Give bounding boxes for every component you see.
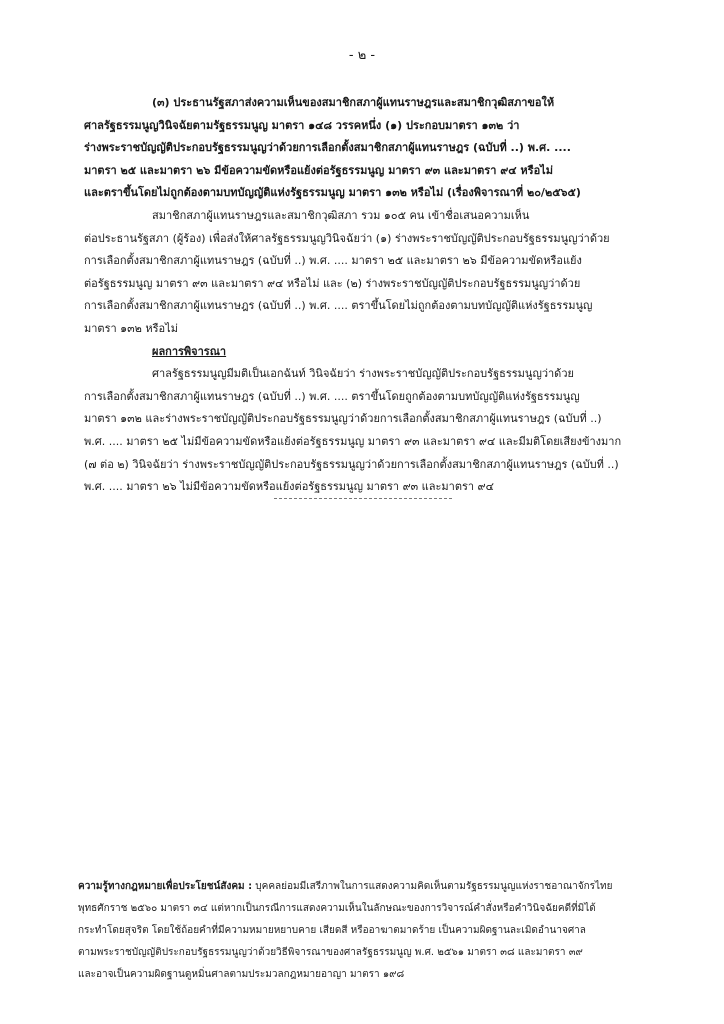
footer-first-line-text: บุคคลย่อมมีเสรีภาพในการแสดงความคิดเห็นตามรัฐธรรมนูญแห่งราชอาณาจักรไทย bbox=[255, 881, 613, 892]
dashed-separator bbox=[274, 498, 452, 499]
page-number: - ๒ - bbox=[348, 48, 376, 63]
footer-line: ตามพระราชบัญญัติประกอบรัฐธรรมนูญว่าด้วยวิธีพิจารณาของศาลรัฐธรรมนูญ พ.ศ. ๒๕๖๑ มาตรา ๓๘ และมาตรา ๓๙ bbox=[78, 947, 583, 958]
footer-line: พุทธศักราช ๒๕๖๐ มาตรา ๓๔ แต่หากเป็นกรณีการแสดงความเห็นในลักษณะของการวิจารณ์คำสั่งหรือคำวินิจฉัยคดีที่มิได้ bbox=[78, 903, 596, 914]
result-line: (๗ ต่อ ๒) วินิจฉัยว่า ร่างพระราชบัญญัติประกอบรัฐธรรมนูญว่าด้วยการเลือกตั้งสมาชิกสภาผู้แทนราษฎร (ฉบับที่ ..) bbox=[84, 457, 619, 471]
summary-line: ต่อประธานรัฐสภา (ผู้ร้อง) เพื่อส่งให้ศาลรัฐธรรมนูญวินิจฉัยว่า (๑) ร่างพระราชบัญญัติประกอบรัฐธรรมนูญว่าด้วย bbox=[84, 231, 610, 245]
result-line: การเลือกตั้งสมาชิกสภาผู้แทนราษฎร (ฉบับที่ ..) พ.ศ. .... ตราขึ้นโดยถูกต้องตามบทบัญญัติแห่งรัฐธรรมนูญ bbox=[84, 389, 580, 403]
case-title bbox=[84, 92, 642, 205]
result-line: พ.ศ. .... มาตรา ๒๕ ไม่มีข้อความขัดหรือแย้งต่อรัฐธรรมนูญ มาตรา ๙๓ และมาตรา ๙๔ และมีมติโดยเสียงข้างมาก bbox=[84, 434, 622, 448]
footer-first-line bbox=[78, 876, 644, 898]
case-title-line: และตราขึ้นโดยไม่ถูกต้องตามบทบัญญัติแห่งรัฐธรรมนูญ มาตรา ๑๓๒ หรือไม่ (เรื่องพิจารณาที่ ๒๐/๒๕๖๕) bbox=[84, 186, 581, 200]
case-title-line: ศาลรัฐธรรมนูญวินิจฉัยตามรัฐธรรมนูญ มาตรา ๑๔๘ วรรคหนึ่ง (๑) ประกอบมาตรา ๑๓๒ ว่า bbox=[84, 118, 520, 132]
summary-line: การเลือกตั้งสมาชิกสภาผู้แทนราษฎร (ฉบับที่ ..) พ.ศ. .... มาตรา ๒๕ และมาตรา ๒๖ มีข้อความขัดหรือแย้ง bbox=[84, 254, 582, 268]
summary-line: มาตรา ๑๓๒ หรือไม่ bbox=[84, 321, 178, 335]
footer-line: และอาจเป็นความผิดฐานดูหมิ่นศาลตามประมวลกฎหมายอาญา มาตรา ๑๙๘ bbox=[78, 969, 405, 980]
case-content bbox=[84, 92, 642, 499]
footer-title: ความรู้ทางกฎหมายเพื่อประโยชน์สังคม : bbox=[78, 881, 253, 892]
summary-line: ต่อรัฐธรรมนูญ มาตรา ๙๓ และมาตรา ๙๔ หรือไม่ และ (๒) ร่างพระราชบัญญัติประกอบรัฐธรรมนูญว่าด้วย bbox=[84, 276, 581, 290]
result-line: พ.ศ. .... มาตรา ๒๖ ไม่มีข้อความขัดหรือแย้งต่อรัฐธรรมนูญ มาตรา ๙๓ และมาตรา ๙๔ bbox=[84, 480, 494, 494]
case-summary bbox=[84, 205, 642, 341]
case-title-line: (๓) ประธานรัฐสภาส่งความเห็นของสมาชิกสภาผู้แทนราษฎรและสมาชิกวุฒิสภาขอให้ bbox=[152, 96, 555, 109]
result-line: ศาลรัฐธรรมนูญมีมติเป็นเอกฉันท์ วินิจฉัยว่า ร่างพระราชบัญญัติประกอบรัฐธรรมนูญว่าด้วย bbox=[152, 367, 574, 381]
legal-knowledge-footer bbox=[78, 876, 644, 986]
result-heading: ผลการพิจารณา bbox=[152, 344, 227, 358]
case-title-line: ร่างพระราชบัญญัติประกอบรัฐธรรมนูญว่าด้วยการเลือกตั้งสมาชิกสภาผู้แทนราษฎร (ฉบับที่ ..) พ.ศ. .... bbox=[84, 141, 571, 155]
case-title-line: มาตรา ๒๕ และมาตรา ๒๖ มีข้อความขัดหรือแย้งต่อรัฐธรรมนูญ มาตรา ๙๓ และมาตรา ๙๔ หรือไม่ bbox=[84, 163, 553, 177]
summary-line: สมาชิกสภาผู้แทนราษฎรและสมาชิกวุฒิสภา รวม ๑๐๕ คน เข้าชื่อเสนอความเห็น bbox=[152, 208, 530, 222]
summary-line: การเลือกตั้งสมาชิกสภาผู้แทนราษฎร (ฉบับที่ ..) พ.ศ. .... ตราขึ้นโดยไม่ถูกต้องตามบทบัญญัติแห่งรัฐธรรมนูญ bbox=[84, 299, 593, 313]
footer-line: กระทำโดยสุจริต โดยใช้ถ้อยคำที่มีความหมายหยาบคาย เสียดสี หรืออาฆาตมาดร้าย เป็นความผิดฐานละเมิดอำนาจศาล bbox=[78, 925, 586, 936]
case-result bbox=[84, 363, 642, 499]
result-line: มาตรา ๑๓๒ และร่างพระราชบัญญัติประกอบรัฐธรรมนูญว่าด้วยการเลือกตั้งสมาชิกสภาผู้แทนราษฎร (ฉบับที่ ..) bbox=[84, 412, 602, 426]
